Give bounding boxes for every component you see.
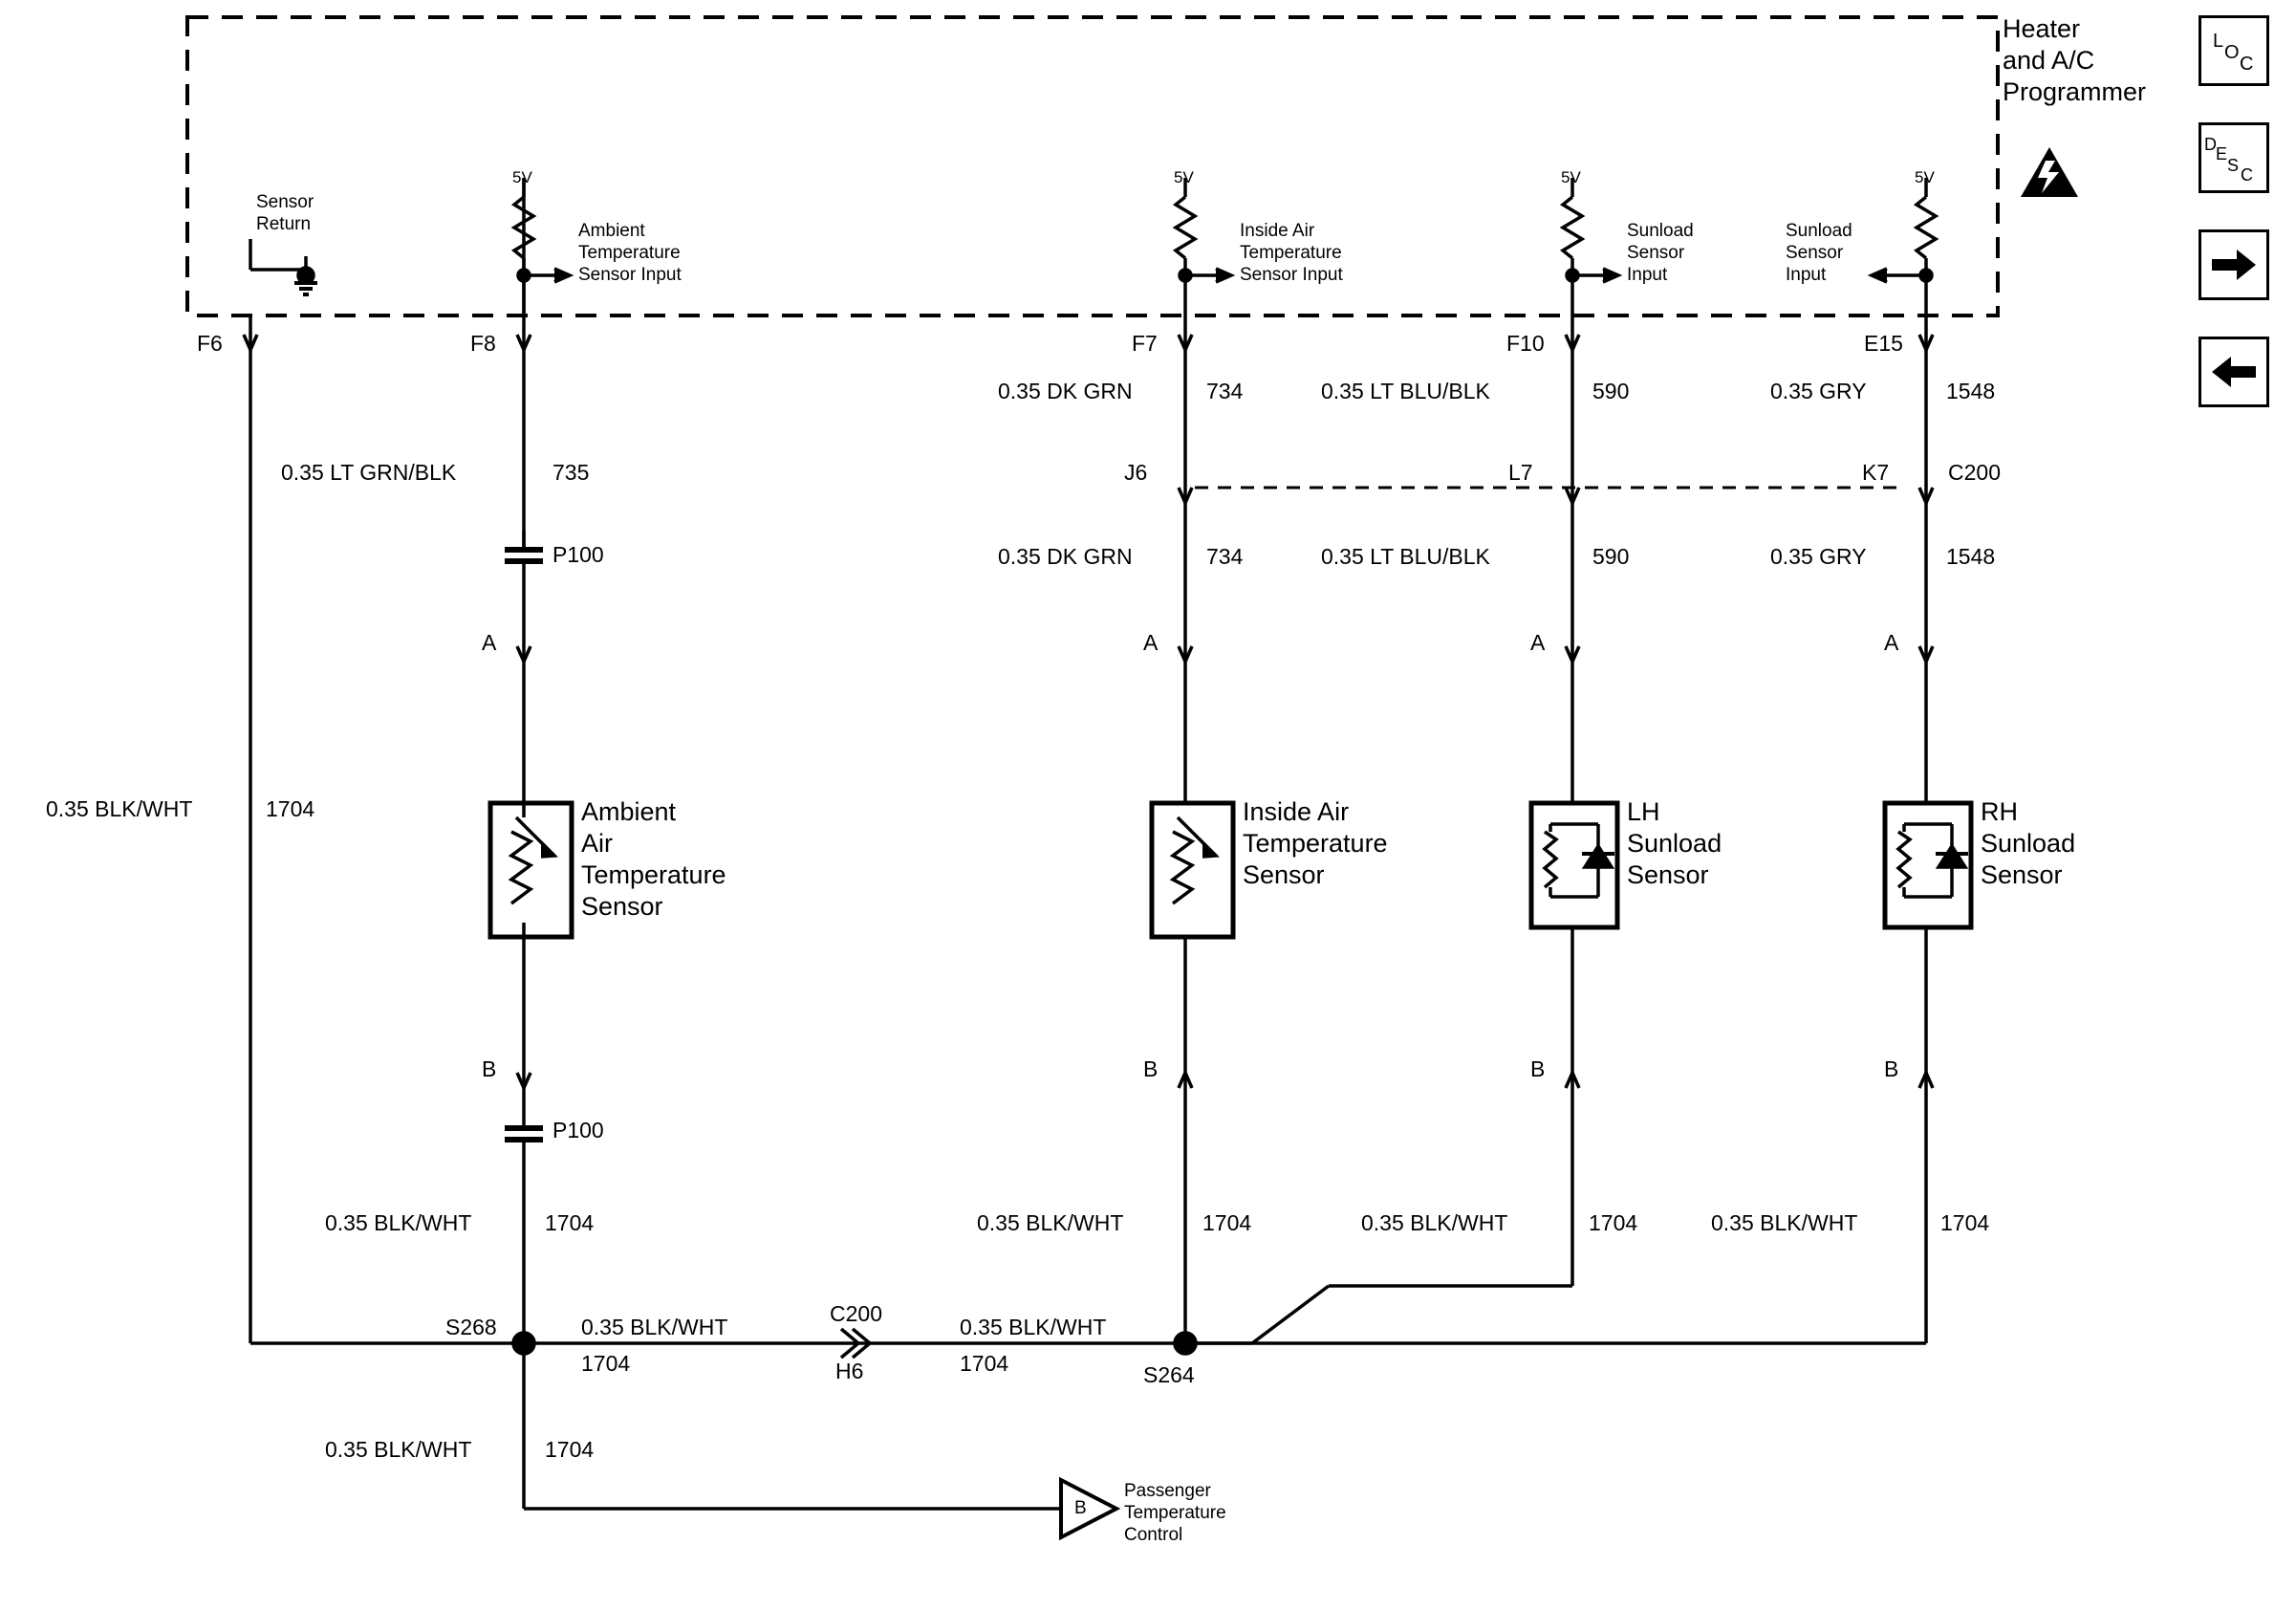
wire-circuit-rh-sunload-upper: 1548 xyxy=(1946,379,1996,403)
wire-label-ambient-return: 0.35 BLK/WHT xyxy=(325,1210,472,1235)
wire-label-lh-sunload-lower: 0.35 LT BLU/BLK xyxy=(1321,544,1490,569)
off-page-connector-passenger-temperature-control: Passenger Temperature Control xyxy=(1124,1481,1226,1546)
input-label-rh-sunload-sensor: Sunload Sensor Input xyxy=(1786,221,1852,286)
connector-c200-inline-label: C200 xyxy=(830,1301,882,1326)
svg-text:S: S xyxy=(2227,156,2240,175)
lock-button[interactable] xyxy=(2199,15,2269,86)
wire-label-lh-sunload-upper: 0.35 LT BLU/BLK xyxy=(1321,379,1490,403)
wire-label-rh-sunload-return: 0.35 BLK/WHT xyxy=(1711,1210,1858,1235)
pin-e15: E15 xyxy=(1864,331,1903,356)
wire-label-inside-air-upper: 0.35 DK GRN xyxy=(998,379,1133,403)
wire-circuit-lh-sunload-return: 1704 xyxy=(1589,1210,1638,1235)
svg-text:C: C xyxy=(2241,165,2253,185)
lock-icon xyxy=(2205,22,2263,79)
wire-circuit-lh-sunload-lower: 590 xyxy=(1592,544,1630,569)
component-label-ambient-air-temperature-sensor: Ambient Air Temperature Sensor xyxy=(581,797,726,921)
connector-pin-j6: J6 xyxy=(1124,460,1148,485)
terminal-b-inside-air: B xyxy=(1143,1056,1159,1081)
arrow-left-icon xyxy=(2210,353,2258,391)
wire-circuit-rh-sunload-return: 1704 xyxy=(1940,1210,1990,1235)
wire-label-ambient-upper: 0.35 LT GRN/BLK xyxy=(281,460,457,485)
splice-label-s268: S268 xyxy=(445,1315,497,1339)
esd-button[interactable] xyxy=(2199,122,2269,193)
supply-label-e15: 5V xyxy=(1915,168,1935,186)
input-label-lh-sunload-sensor: Sunload Sensor Input xyxy=(1627,221,1694,286)
svg-text:O: O xyxy=(2224,42,2240,63)
supply-label-f8: 5V xyxy=(512,168,532,186)
wire-circuit-ambient-return: 1704 xyxy=(545,1210,595,1235)
wire-label-return-main: 0.35 BLK/WHT xyxy=(46,796,193,821)
wire-circuit-inside-air-return: 1704 xyxy=(1202,1210,1252,1235)
wire-label-splice-right: 0.35 BLK/WHT xyxy=(960,1315,1107,1339)
connector-pin-k7: K7 xyxy=(1862,460,1890,485)
pin-f10: F10 xyxy=(1506,331,1545,356)
wire-label-inside-air-lower: 0.35 DK GRN xyxy=(998,544,1133,569)
terminal-a-rh-sunload: A xyxy=(1884,630,1899,655)
off-page-pin-label: B xyxy=(1074,1498,1087,1518)
wire-label-rh-sunload-upper: 0.35 GRY xyxy=(1770,379,1867,403)
connector-p100-lower: P100 xyxy=(552,1118,604,1142)
esd-sensitive-icon xyxy=(2017,143,2084,207)
wire-circuit-lh-sunload-upper: 590 xyxy=(1592,379,1630,403)
module-title: Heater and A/C Programmer xyxy=(2003,14,2147,106)
svg-text:D: D xyxy=(2204,135,2217,154)
wire-circuit-ambient-upper: 735 xyxy=(552,460,590,485)
arrow-right-icon xyxy=(2210,246,2258,284)
pin-f6: F6 xyxy=(197,331,223,356)
input-label-sensor-return: Sensor Return xyxy=(256,192,314,235)
terminal-b-ambient: B xyxy=(482,1056,497,1081)
wire-circuit-inside-air-lower: 734 xyxy=(1206,544,1244,569)
component-label-inside-air-temperature-sensor: Inside Air Temperature Sensor xyxy=(1243,797,1388,889)
component-label-lh-sunload-sensor: LH Sunload Sensor xyxy=(1627,797,1722,889)
wire-circuit-to-passenger-control: 1704 xyxy=(545,1437,595,1462)
connector-p100-upper: P100 xyxy=(552,542,604,567)
supply-label-f10: 5V xyxy=(1561,168,1581,186)
desc-icon xyxy=(2202,129,2265,186)
terminal-a-ambient: A xyxy=(482,630,497,655)
pin-f8: F8 xyxy=(470,331,496,356)
wire-circuit-splice-left: 1704 xyxy=(581,1351,631,1376)
pin-f7: F7 xyxy=(1132,331,1158,356)
svg-text:E: E xyxy=(2216,144,2228,163)
input-label-ambient-temperature-sensor: Ambient Temperature Sensor Input xyxy=(578,221,682,286)
supply-label-f7: 5V xyxy=(1174,168,1194,186)
next-button[interactable] xyxy=(2199,229,2269,300)
wire-circuit-splice-right: 1704 xyxy=(960,1351,1009,1376)
wire-label-splice-left: 0.35 BLK/WHT xyxy=(581,1315,728,1339)
component-label-rh-sunload-sensor: RH Sunload Sensor xyxy=(1981,797,2076,889)
connector-c200-inline-pin: H6 xyxy=(835,1359,864,1383)
wire-circuit-return-main: 1704 xyxy=(266,796,315,821)
wire-circuit-rh-sunload-lower: 1548 xyxy=(1946,544,1996,569)
wire-circuit-inside-air-upper: 734 xyxy=(1206,379,1244,403)
connector-pin-l7: L7 xyxy=(1508,460,1533,485)
terminal-a-lh-sunload: A xyxy=(1530,630,1546,655)
svg-text:C: C xyxy=(2240,54,2254,75)
wire-label-inside-air-return: 0.35 BLK/WHT xyxy=(977,1210,1124,1235)
splice-label-s264: S264 xyxy=(1143,1362,1195,1387)
wire-label-rh-sunload-lower: 0.35 GRY xyxy=(1770,544,1867,569)
wire-label-lh-sunload-return: 0.35 BLK/WHT xyxy=(1361,1210,1508,1235)
terminal-a-inside-air: A xyxy=(1143,630,1159,655)
connector-c200-label: C200 xyxy=(1948,460,2001,485)
wire-label-to-passenger-control: 0.35 BLK/WHT xyxy=(325,1437,472,1462)
input-label-inside-air-temperature-sensor: Inside Air Temperature Sensor Input xyxy=(1240,221,1343,286)
svg-text:L: L xyxy=(2213,31,2224,52)
terminal-b-rh-sunload: B xyxy=(1884,1056,1899,1081)
terminal-b-lh-sunload: B xyxy=(1530,1056,1546,1081)
previous-button[interactable] xyxy=(2199,337,2269,407)
